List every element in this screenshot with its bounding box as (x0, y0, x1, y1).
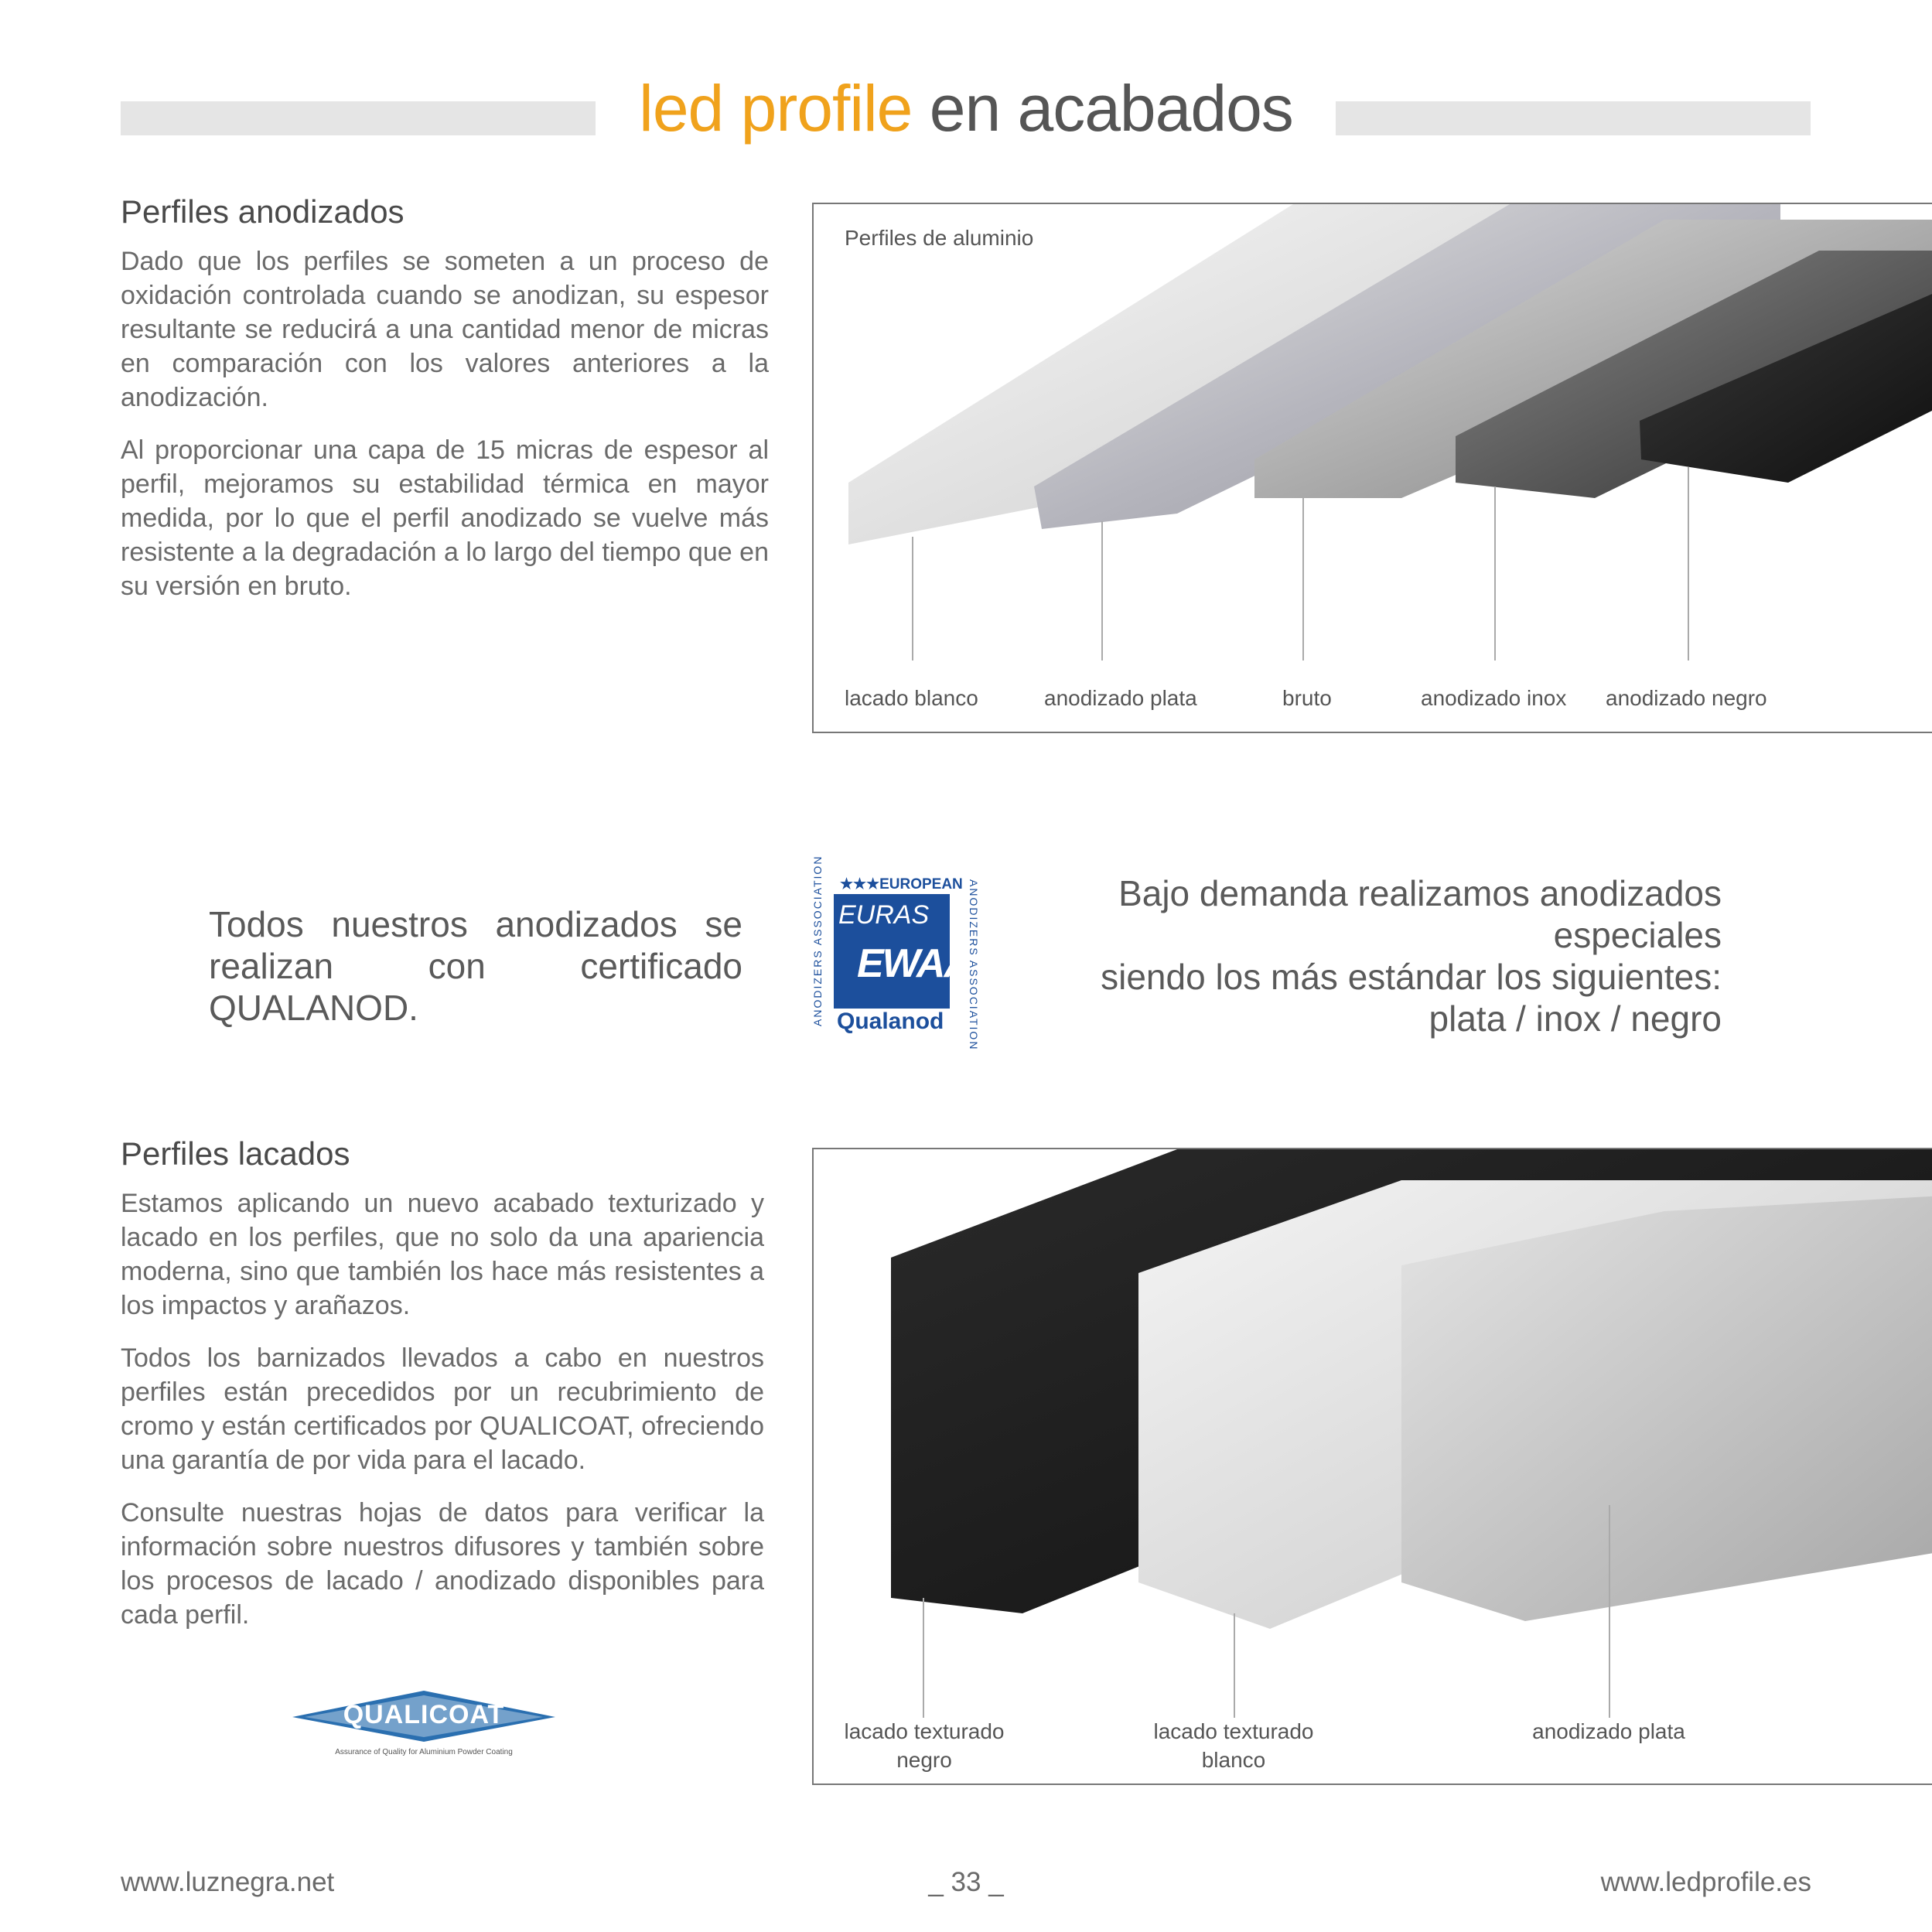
caption-bruto: bruto (1282, 686, 1332, 710)
profile-anodizado-plata-2 (1401, 1196, 1932, 1621)
special-anodizing-line: Bajo demanda realizamos anodizados especiales (1118, 873, 1722, 955)
page-title (0, 71, 1932, 146)
leader-line (1302, 498, 1304, 660)
caption-anodizado-plata (1530, 1717, 1688, 1746)
caption-lacado-texturado-negro (843, 1717, 1005, 1774)
lacados-heading: Perfiles lacados (121, 1135, 350, 1172)
lacados-photo (814, 1149, 1932, 1784)
caption-line: negro (896, 1748, 952, 1772)
qualicoat-tagline: Assurance of Quality for Aluminium Powder Coating (335, 1748, 513, 1756)
anodizados-section (121, 193, 769, 622)
special-anodizing-text (1013, 872, 1722, 1039)
special-anodizing-line: siendo los más estándar los siguientes: (1101, 957, 1722, 997)
euras-logo-name: Qualanod (837, 1009, 944, 1034)
figure-title: Perfiles de aluminio (845, 226, 1034, 250)
page-number: _ 33 _ (928, 1867, 1004, 1897)
leader-line (1494, 486, 1496, 660)
anodizados-heading: Perfiles anodizados (121, 193, 404, 230)
lacados-section (121, 1135, 764, 1650)
caption-line: lacado texturado (844, 1719, 1005, 1743)
euras-logo (803, 855, 988, 1051)
profiles-photo (814, 204, 1932, 732)
caption-line: blanco (1201, 1748, 1266, 1772)
leader-line (912, 537, 913, 660)
profiles-figure (812, 203, 1932, 733)
title-rest: en acabados (912, 72, 1293, 145)
caption-anodizado-inox: anodizado inox (1421, 686, 1567, 710)
footer-left-link[interactable]: www.luznegra.net (121, 1867, 335, 1897)
lacados-paragraph: Estamos aplicando un nuevo acabado texturizado y lacado en los perfiles, que no solo da una apariencia moderna, sino que también los hace más resistentes a los impactos y arañazos. (121, 1189, 764, 1320)
leader-line (1688, 467, 1689, 660)
qualicoat-name: QUALICOAT (343, 1700, 505, 1729)
title-accent: led profile (639, 72, 913, 145)
caption-line: lacado texturado (1153, 1719, 1314, 1743)
euras-logo-euras: EURAS (838, 900, 930, 930)
qualanod-statement: Todos nuestros anodizados se realizan con certificado QUALANOD. (209, 904, 742, 1028)
leader-line (1609, 1505, 1610, 1718)
lacados-figure (812, 1148, 1932, 1785)
special-anodizing-line: plata / inox / negro (1429, 998, 1722, 1039)
caption-lacado-texturado-blanco (1151, 1717, 1316, 1774)
caption-anodizado-negro: anodizado negro (1606, 686, 1767, 710)
qualicoat-logo (292, 1689, 555, 1766)
caption-lacado-blanco: lacado blanco (845, 686, 978, 710)
euras-logo-ewaa: EWAA (857, 941, 971, 986)
lacados-paragraph: Todos los barnizados llevados a cabo en nuestros perfiles están precedidos por un recubrimiento de cromo y están certificados por QUALICOAT, ofreciendo una garantía de por vida para el lacado. (121, 1343, 764, 1475)
euras-logo-side-right: ANODIZERS ASSOCIATION (968, 879, 980, 1051)
euras-logo-top: ★★★EUROPEAN (840, 876, 963, 893)
caption-line: anodizado plata (1532, 1719, 1685, 1743)
euras-logo-badge (834, 894, 971, 1009)
lacados-paragraph: Consulte nuestras hojas de datos para verificar la información sobre nuestros difusores y también sobre los procesos de lacado / anodizado disponibles para cada perfil. (121, 1498, 764, 1630)
caption-anodizado-plata: anodizado plata (1044, 686, 1197, 710)
euras-logo-side-left: ANODIZERS ASSOCIATION (811, 855, 824, 1026)
anodizados-paragraph: Dado que los perfiles se someten a un proceso de oxidación controlada cuando se anodizan, su espesor resultante se reducirá a una cantidad menor de micras en comparación con los valores anteriores a la anodización. (121, 247, 769, 412)
footer-right-link[interactable]: www.ledprofile.es (1600, 1867, 1811, 1897)
leader-line (1234, 1613, 1235, 1718)
leader-line (1101, 521, 1103, 660)
leader-line (923, 1598, 924, 1718)
anodizados-paragraph: Al proporcionar una capa de 15 micras de espesor al perfil, mejoramos su estabilidad térmica en mayor medida, por lo que el perfil anodizado se vuelve más resistente a la degradación a lo largo del tiempo que en su versión en bruto. (121, 435, 769, 601)
